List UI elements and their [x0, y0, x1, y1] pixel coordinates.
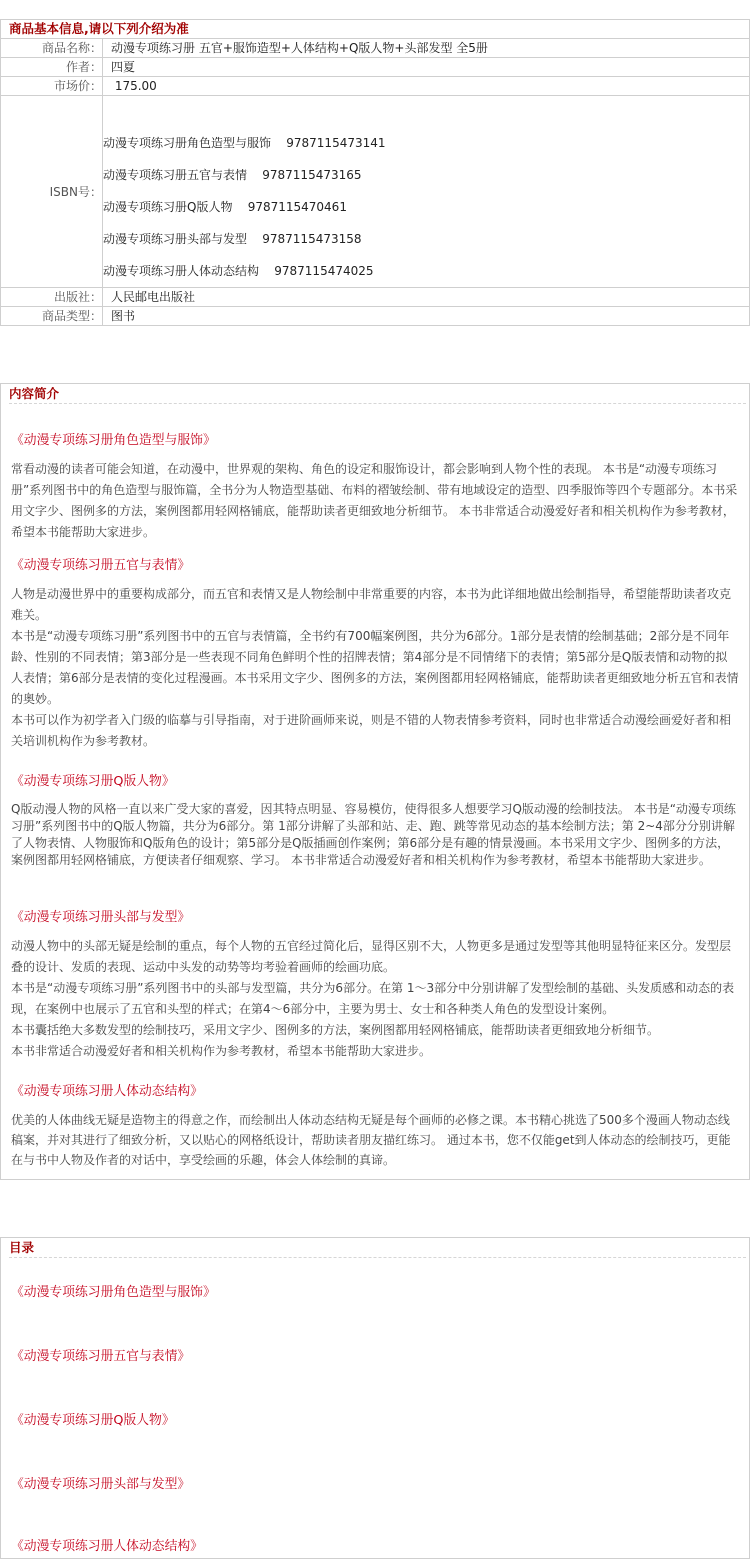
info-label: 商品名称：: [1, 39, 103, 57]
toc-item[interactable]: 《动漫专项练习册角色造型与服饰》: [11, 1285, 216, 1300]
section-paragraph: Q版动漫人物的风格一直以来广受大家的喜爱，因其特点明显、容易模仿，使得很多人想要学习Q版动漫的绘制技法。 本书是“动漫专项练习册”系列图书中的Q版人物篇，共分为6部分。第 1部分讲解了头部和站、走、跑、跳等常见动态的基本绘制方法；第 2~4部分分别讲解了人物表情、人物服饰和Q版角色的设计；第5部分是Q版插画创作案例；第6部分是有趣的情景漫画。本书采用文字少、图例多的方法，案例图都用轻网格铺底，方便读者仔细观察、学习。 本书非常适合动漫爱好者和相关机构作为参考教材，希望本书能帮助大家进步。: [11, 802, 736, 867]
info-label: 市场价：: [1, 77, 103, 95]
toc-panel: [0, 1237, 750, 1559]
description-panel: [0, 383, 750, 1180]
section-title: 《动漫专项练习册头部与发型》: [11, 910, 191, 925]
info-row-price: [1, 77, 749, 96]
section-paragraph: 本书可以作为初学者入门级的临摹与引导指南，对于进阶画师来说，则是不错的人物表情参考资料，同时也非常适合动漫绘画爱好者和相关培训机构作为参考教材。: [11, 713, 732, 748]
section-paragraph: 本书囊括绝大多数发型的绘制技巧，采用文字少、图例多的方法，案例图都用轻网格铺底，能帮助读者更细致地分析细节。: [11, 1023, 660, 1037]
section-body: [1, 584, 749, 752]
info-label: 商品类型：: [1, 307, 103, 325]
toc-item[interactable]: 《动漫专项练习册头部与发型》: [11, 1477, 191, 1492]
info-row-name: [1, 39, 749, 58]
info-value: 图书: [111, 309, 136, 323]
section-title: 《动漫专项练习册角色造型与服饰》: [11, 433, 216, 448]
section-paragraph: 本书是“动漫专项练习册”系列图书中的五官与表情篇，全书约有700幅案例图，共分为6部分。1部分是表情的绘制基础；2部分是不同年龄、性别的不同表情；第3部分是一些表现不同角色鲜明个性的招牌表情；第4部分是不同情绪下的表情；第5部分是Q版表情和动物的拟人表情；第6部分是表情的变化过程漫画。本书采用文字少、图例多的方法，案例图都用轻网格铺底，能帮助读者更细致地分析五官和表情的奥妙。: [11, 629, 739, 706]
section-paragraph: 常看动漫的读者可能会知道，在动漫中，世界观的架构、角色的设定和服饰设计，都会影响到人物个性的表现。 本书是“动漫专项练习册”系列图书中的角色造型与服饰篇，全书分为人物造型基础、布料的褶皱绘制、带有地域设定的造型、四季服饰等四个专题部分。本书采用文字少、图例多的方法，案例图都用轻网格铺底，能帮助读者更细致地分析细节。 本书非常适合动漫爱好者和相关机构作为参考教材，希望本书能帮助大家进步。: [11, 462, 738, 539]
info-row-type: [1, 307, 749, 325]
info-row-author: [1, 58, 749, 77]
isbn-list: [103, 96, 386, 287]
toc-item[interactable]: 《动漫专项练习册Q版人物》: [11, 1413, 175, 1428]
isbn-item: 动漫专项练习册人体动态结构 9787115474025: [103, 264, 374, 278]
description-header: 内容简介: [9, 386, 60, 401]
isbn-item: 动漫专项练习册角色造型与服饰 9787115473141: [103, 136, 386, 150]
product-info-header: 商品基本信息,请以下列介绍为准: [1, 20, 749, 39]
section-title: 《动漫专项练习册Q版人物》: [11, 774, 175, 789]
info-value: 动漫专项练习册 五官+服饰造型+人体结构+Q版人物+头部发型 全5册: [111, 41, 488, 55]
toc-item[interactable]: 《动漫专项练习册五官与表情》: [11, 1349, 191, 1364]
header-divider: [9, 1257, 746, 1258]
section-paragraph: 动漫人物中的头部无疑是绘制的重点，每个人物的五官经过简化后，显得区别不大，人物更多是通过发型等其他明显特征来区分。发型层叠的设计、发质的表现、运动中头发的动势等均考验着画师的绘画功底。: [11, 939, 732, 974]
isbn-label: ISBN号：: [1, 96, 103, 287]
header-divider: [9, 403, 746, 404]
info-row-publisher: [1, 288, 749, 307]
isbn-item: 动漫专项练习册五官与表情 9787115473165: [103, 168, 362, 182]
section-paragraph: 优美的人体曲线无疑是造物主的得意之作，而绘制出人体动态结构无疑是每个画师的必修之课。本书精心挑选了500多个漫画人物动态线稿案，并对其进行了细致分析，又以贴心的网格纸设计，帮助读者朋友描红练习。 通过本书，您不仅能get到人体动态的绘制技巧，更能在与书中人物及作者的对话中，享受绘画的乐趣，体会人体绘制的真谛。: [11, 1113, 731, 1167]
isbn-item: 动漫专项练习册Q版人物 9787115470461: [103, 200, 347, 214]
info-label: 作者：: [1, 58, 103, 76]
toc-header: 目录: [9, 1240, 35, 1255]
section-body: [1, 936, 749, 1062]
info-row-isbn: [1, 96, 749, 288]
section-paragraph: 人物是动漫世界中的重要构成部分，而五官和表情又是人物绘制中非常重要的内容，本书为此详细地做出绘制指导，希望能帮助读者攻克难关。: [11, 587, 732, 622]
info-value: 人民邮电出版社: [111, 290, 196, 304]
section-title: 《动漫专项练习册五官与表情》: [11, 558, 191, 573]
info-value: 四夏: [111, 60, 136, 74]
info-value: 175.00: [111, 79, 157, 93]
product-info-panel: [0, 19, 750, 326]
section-title: 《动漫专项练习册人体动态结构》: [11, 1084, 203, 1099]
toc-item[interactable]: 《动漫专项练习册人体动态结构》: [11, 1539, 203, 1554]
info-label: 出版社：: [1, 288, 103, 306]
section-paragraph: 本书是“动漫专项练习册”系列图书中的头部与发型篇，共分为6部分。在第 1～3部分中分别讲解了发型绘制的基础、头发质感和动态的表现，在案例中也展示了五官和头型的样式；在第4～6部分中，主要为男士、女士和各种类人角色的发型设计案例。: [11, 981, 735, 1016]
section-paragraph: 本书非常适合动漫爱好者和相关机构作为参考教材，希望本书能帮助大家进步。: [11, 1044, 432, 1058]
isbn-item: 动漫专项练习册头部与发型 9787115473158: [103, 232, 362, 246]
